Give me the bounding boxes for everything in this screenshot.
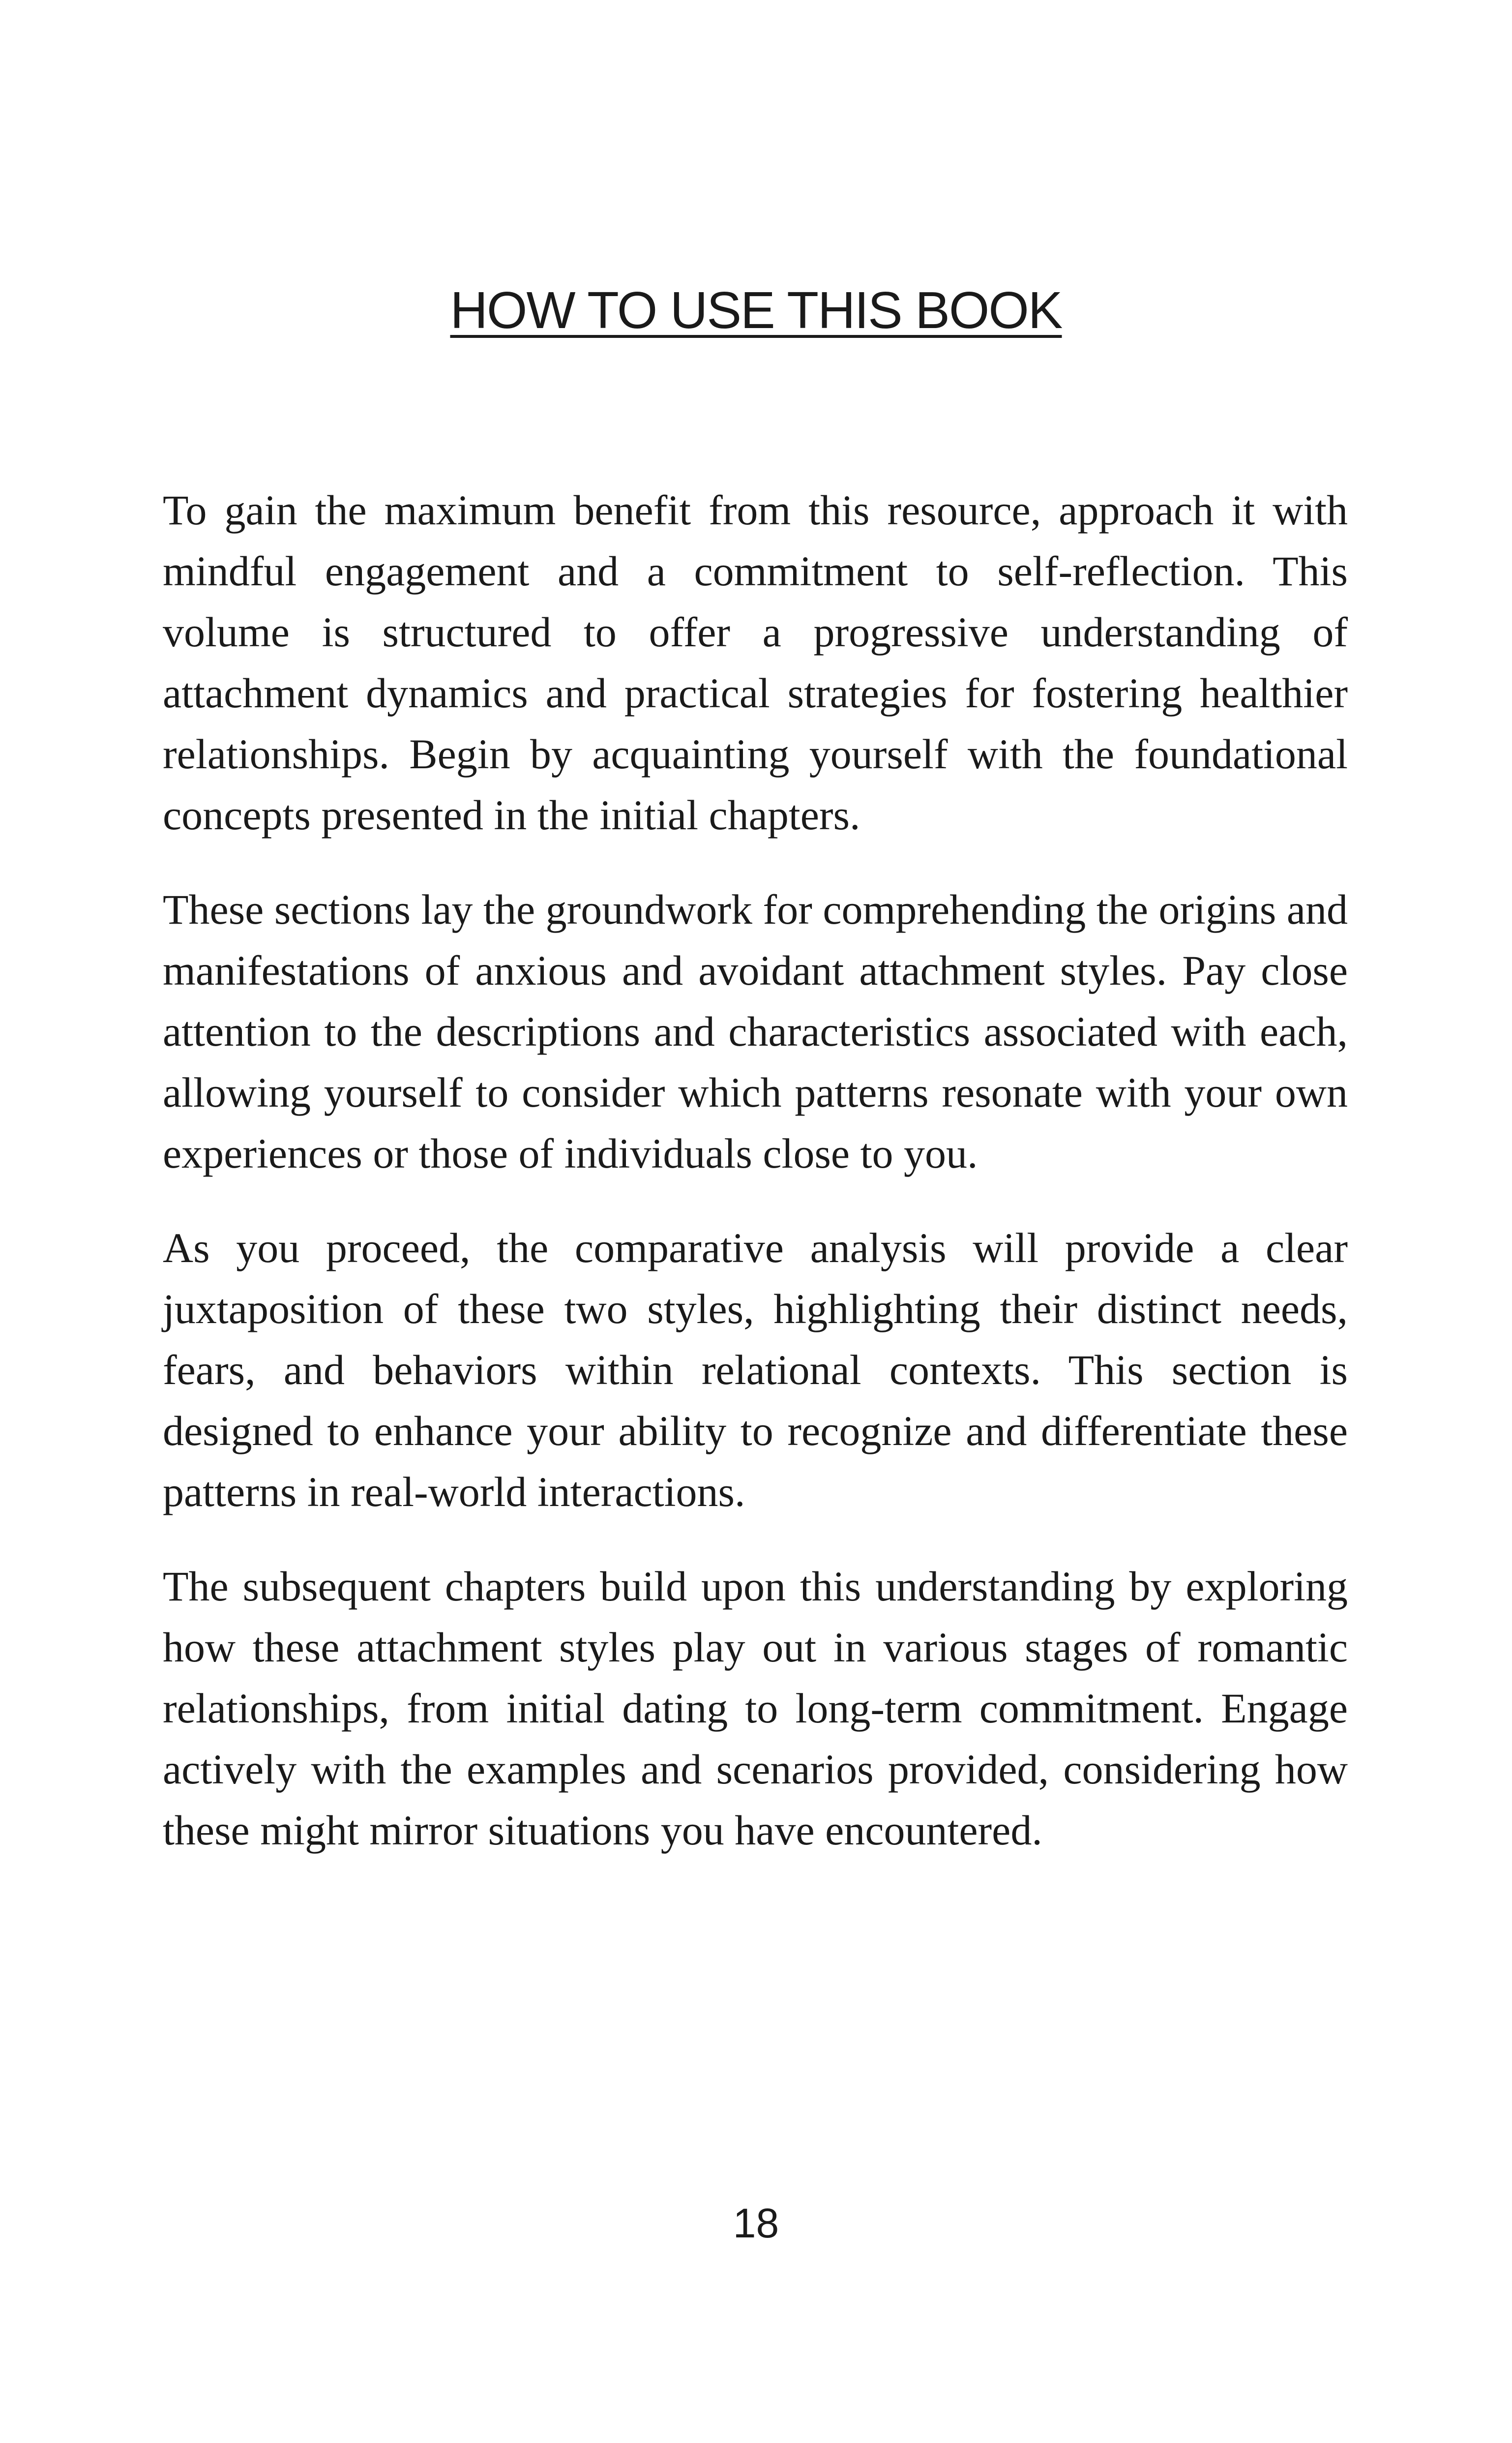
page-number: 18 (733, 2200, 779, 2246)
paragraph-4: The subsequent chapters build upon this understanding by exploring how these attachment styles play out in various stages of romantic relationships, from initial dating to long-term commitment. Engage actively with the examples and scenarios provided, considering how these might mirror situations you have encountered. (163, 1563, 1348, 1854)
page-title-text: HOW TO USE THIS BOOK (450, 281, 1062, 339)
paragraph-2: These sections lay the groundwork for comprehending the origins and manifestations of anxious and avoidant attachment styles. Pay close attention to the descriptions and characteristics associated with each, allowing yourself to consider which patterns resonate with your own experiences or those of individuals close to you. (163, 886, 1348, 1177)
paragraph-1: To gain the maximum benefit from this resource, approach it with mindful engagement and a commitment to self-reflection. This volume is structured to offer a progressive understanding of attachment dynamics and practical strategies for fostering healthier relationships. Begin by acquainting yourself with the foundational concepts presented in the initial chapters. (163, 486, 1348, 839)
body-text (163, 480, 1348, 1894)
paragraph-3: As you proceed, the comparative analysis will provide a clear juxtaposition of these two styles, highlighting their distinct needs, fears, and behaviors within relational contexts. This section is designed to enhance your ability to recognize and differentiate these patterns in real-world interactions. (163, 1224, 1348, 1515)
page-title (0, 279, 1512, 342)
